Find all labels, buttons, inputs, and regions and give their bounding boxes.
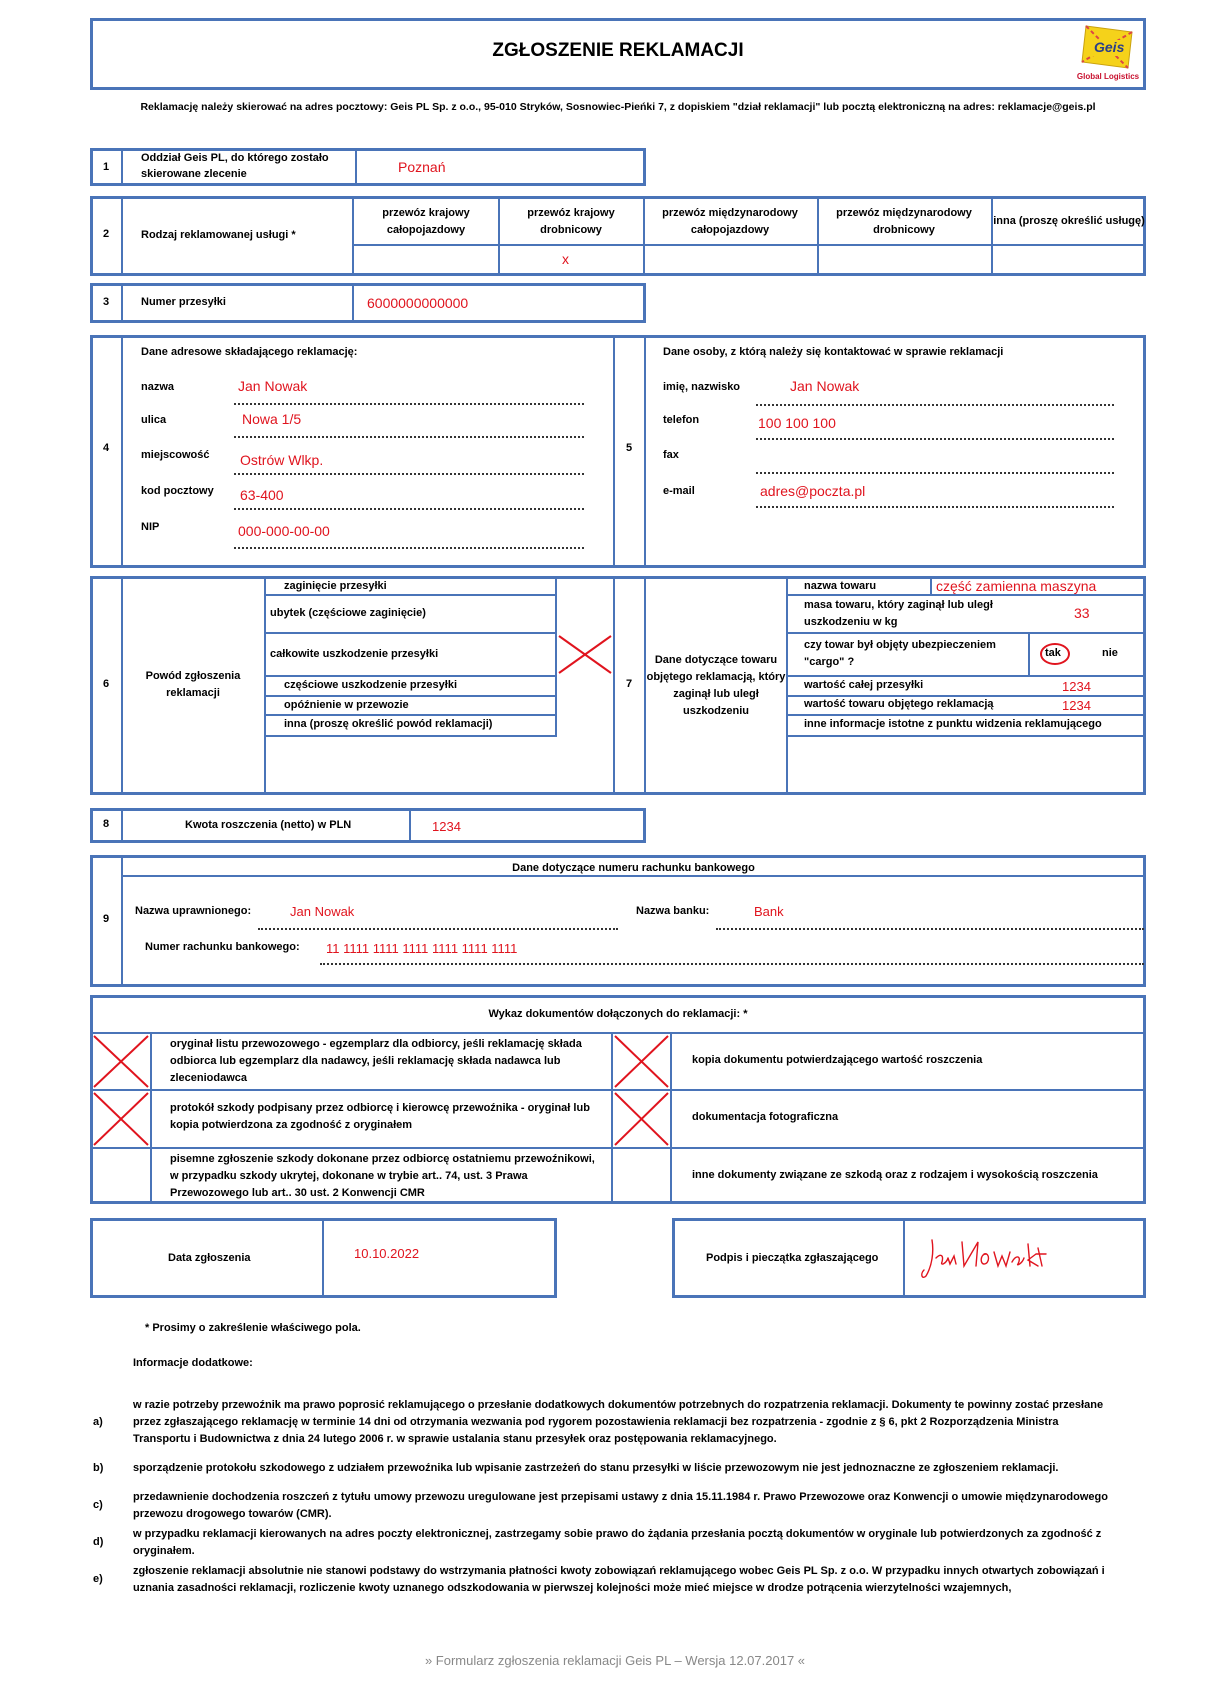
email-label: e-mail [663, 485, 695, 497]
reason-total-damage: całkowite uszkodzenie przesyłki [270, 648, 439, 660]
doc-hidden-damage-label: pisemne zgłoszenie szkody dokonane przez odbiorcę ostatniemu przewoźnikowi, w przypadku szkody ukrytej, dokonane w trybie art.. 74, ust. 3 Prawa Przewozowego lub art.. 30 ust. 2 Konwencji CMR [170, 1153, 595, 1199]
note-a-text: w razie potrzeby przewoźnik ma prawo poprosić reklamującego o przesłanie dodatkowych dokumentów potrzebnych do rozpatrzenia reklamacji. Dokumenty te powinny zostać przesłane przez zgłaszającego reklamację w terminie 14 dni od otrzymania wezwania pod rygorem pozostawienia reklamacji bez rozpatrzenia - zgodnie z § 6, pkt 2 Rozporządzenia Ministra Transportu i Budownictwa z dnia 24 lutego 2006 r. w sprawie ustalania stanu przesyłek oraz postępowania reklamacyjnego. [133, 1399, 1104, 1445]
city-label: miejscowość [141, 449, 210, 461]
handwritten-signature-icon [918, 1232, 1068, 1284]
signature-image[interactable] [918, 1232, 1068, 1284]
service-col-2: przewóz krajowy drobnicowy [527, 207, 615, 236]
bank-name-label: Nazwa banku: [636, 905, 710, 917]
cross-mark-icon [613, 1091, 670, 1147]
geis-logo [1072, 22, 1144, 86]
section-5-number: 5 [625, 442, 633, 454]
claim-amount-value[interactable]: 1234 [432, 819, 461, 834]
doc-waybill-label: oryginał listu przewozowego - egzemplarz dla odbiorcy, jeśli reklamację składa odbiorca lub egzemplarz dla nadawcy, jeśli reklamację składa nadawca lub zleceniodawca [170, 1038, 582, 1084]
applicant-address-title: Dane adresowe składającego reklamację: [141, 346, 358, 358]
bank-section-title: Dane dotyczące numeru rachunku bankowego [512, 862, 755, 874]
beneficiary-value[interactable]: Jan Nowak [290, 904, 355, 919]
street-value[interactable]: Nowa 1/5 [242, 411, 302, 427]
contact-person-title: Dane osoby, z którą należy się kontaktować w sprawie reklamacji [663, 346, 1004, 358]
reason-total-damage-checkbox[interactable] [557, 634, 613, 675]
reason-partial-loss: ubytek (częściowe zaginięcie) [270, 607, 426, 619]
note-d-letter: d) [93, 1536, 104, 1548]
service-col-4: przewóz międzynarodowy drobnicowy [836, 207, 972, 236]
service-type-label: Rodzaj reklamowanej usługi * [141, 229, 296, 241]
email-value[interactable]: adres@poczta.pl [760, 483, 866, 499]
section-1-number: 1 [102, 161, 110, 173]
note-b-letter: b) [93, 1462, 104, 1474]
note-a-letter: a) [93, 1416, 103, 1428]
bank-name-value[interactable]: Bank [754, 904, 784, 919]
account-number-value[interactable]: 11 1111 1111 1111 1111 1111 1111 [326, 941, 518, 956]
goods-mass-value[interactable]: 33 [1074, 605, 1090, 621]
service-col-3: przewóz międzynarodowy całopojazdowy [662, 207, 798, 236]
section-2-number: 2 [102, 228, 110, 240]
applicant-name-label: nazwa [141, 381, 175, 393]
account-number-label: Numer rachunku bankowego: [145, 941, 300, 953]
insured-yes-label: tak [1045, 647, 1061, 659]
section-4-number: 4 [102, 442, 110, 454]
reason-delay: opóźnienie w przewozie [284, 699, 409, 711]
service-col-1: przewóz krajowy całopojazdowy [382, 207, 470, 236]
cross-mark-icon [613, 1034, 670, 1089]
goods-name-value[interactable]: część zamienna maszyna [936, 578, 1097, 594]
doc-value-proof-label: kopia dokumentu potwierdzającego wartość roszczenia [692, 1054, 983, 1066]
logo-subtext: Global Logistics [1076, 72, 1140, 81]
note-b-text: sporządzenie protokołu szkodowego z udziałem przewoźnika lub wpisanie zastrzeżeń do stanu przesyłki w liście przewozowym nie jest jednoznaczne ze zgłoszeniem reklamacji. [133, 1462, 1059, 1474]
doc-value-proof-checkbox[interactable] [613, 1034, 670, 1089]
note-e-text: zgłoszenie reklamacji absolutnie nie stanowi podstawy do wstrzymania płatności kwoty zobowiązań reklamującego wobec Geis PL Sp. z o.o. W przypadku innych otwartych zobowiązań i uznania zasadności reklamacji, rozliczenie kwoty uznanego odszkodowania w pierwszej kolejności może mieć miejsce w drodze potrącenia wierzytelności wzajemnych, [133, 1565, 1105, 1594]
doc-other-label: inne dokumenty związane ze szkodą oraz z rodzajem i wysokością roszczenia [692, 1169, 1098, 1181]
other-info-label: inne informacje istotne z punktu widzenia reklamującego [804, 718, 1102, 730]
form-version: » Formularz zgłoszenia reklamacji Geis PL – Wersja 12.07.2017 « [424, 1653, 806, 1668]
insured-label: czy towar był objęty ubezpieczeniem "cargo" ? [804, 639, 996, 668]
claim-reason-label: Powód zgłoszenia reklamacji [145, 670, 241, 699]
phone-label: telefon [663, 414, 700, 426]
postal-code-label: kod pocztowy [141, 485, 214, 497]
doc-hidden-damage-checkbox[interactable] [92, 1149, 150, 1202]
doc-other-checkbox[interactable] [613, 1149, 670, 1202]
claim-amount-label: Kwota roszczenia (netto) w PLN [185, 819, 352, 831]
service-col-5: inna (proszę określić usługę) [993, 215, 1145, 227]
reason-other: inna (proszę określić powód reklamacji) [284, 718, 493, 730]
shipment-number-label: Numer przesyłki [141, 296, 226, 308]
signature-label: Podpis i pieczątka zgłaszającego [706, 1252, 879, 1264]
postal-code-value[interactable]: 63-400 [240, 487, 284, 503]
date-value[interactable]: 10.10.2022 [354, 1246, 420, 1261]
total-value-value[interactable]: 1234 [1062, 679, 1091, 694]
section-8-box [90, 808, 646, 843]
branch-value[interactable]: Poznań [398, 159, 446, 175]
doc-damage-report-label: protokół szkody podpisany przez odbiorcę i kierowcę przewoźnika - oryginał lub kopia potwierdzona za zgodność z oryginałem [170, 1102, 590, 1131]
documents-title: Wykaz dokumentów dołączonych do reklamacji: * [488, 1008, 748, 1020]
cross-mark-icon [92, 1091, 150, 1147]
total-value-label: wartość całej przesyłki [804, 679, 924, 691]
branch-label: Oddział Geis PL, do którego zostało skierowane zlecenie [141, 152, 329, 180]
claimed-value-value[interactable]: 1234 [1062, 698, 1091, 713]
additional-info-title: Informacje dodatkowe: [133, 1357, 253, 1369]
page-title: ZGŁOSZENIE REKLAMACJI [492, 40, 744, 61]
reason-partial-damage: częściowe uszkodzenie przesyłki [284, 679, 458, 691]
contact-name-label: imię, nazwisko [663, 381, 741, 393]
section-9-number: 9 [102, 913, 110, 925]
section-8-number: 8 [102, 818, 110, 830]
asterisk-note: * Prosimy o zakreślenie właściwego pola. [145, 1322, 361, 1334]
cross-mark-icon [557, 634, 613, 675]
reason-lost: zaginięcie przesyłki [284, 580, 387, 592]
section-3-number: 3 [102, 296, 110, 308]
doc-photos-checkbox[interactable] [613, 1091, 670, 1147]
nip-value[interactable]: 000-000-00-00 [238, 523, 330, 539]
city-value[interactable]: Ostrów Wlkp. [240, 452, 324, 468]
address-note: Reklamację należy skierować na adres pocztowy: Geis PL Sp. z o.o., 95-010 Stryków, Sosnowiec-Pieńki 7, z dopiskiem "dział reklamacji" lub pocztą elektroniczną na adres: reklamacje@geis.pl [140, 101, 1096, 113]
note-e-letter: e) [93, 1573, 103, 1585]
goods-data-label: Dane dotyczące towaru objętego reklamacją, który zaginął lub uległ uszkodzeniu [646, 654, 786, 717]
shipment-number-value[interactable]: 6000000000000 [367, 295, 469, 311]
date-label: Data zgłoszenia [168, 1252, 251, 1264]
insured-no-label[interactable]: nie [1102, 647, 1118, 659]
note-c-text: przedawnienie dochodzenia roszczeń z tytułu umowy przewozu uregulowane jest przepisami ustawy z dnia 15.11.1984 r. Prawo Przewozowe oraz Konwencji o umowie międzynarodowego przewozu drogowego towarów (CMR). [133, 1491, 1108, 1520]
doc-photos-label: dokumentacja fotograficzna [692, 1111, 839, 1123]
doc-waybill-checkbox[interactable] [92, 1034, 150, 1089]
nip-label: NIP [141, 521, 160, 533]
note-c-letter: c) [93, 1499, 103, 1511]
street-label: ulica [141, 414, 167, 426]
logo-text: Geis [1094, 39, 1125, 55]
claimed-value-label: wartość towaru objętego reklamacją [804, 698, 994, 710]
goods-name-label: nazwa towaru [804, 580, 877, 592]
beneficiary-label: Nazwa uprawnionego: [135, 905, 252, 917]
note-d-text: w przypadku reklamacji kierowanych na adres poczty elektronicznej, zastrzegamy sobie prawo do żądania przesłania pocztą dokumentów w oryginale lub potwierdzonych za zgodność z oryginałem. [133, 1528, 1102, 1557]
doc-damage-report-checkbox[interactable] [92, 1091, 150, 1147]
goods-mass-label: masa towaru, który zaginął lub uległ uszkodzeniu w kg [804, 599, 993, 628]
applicant-name-value[interactable]: Jan Nowak [238, 378, 308, 394]
section-7-number: 7 [625, 678, 633, 690]
section-6-number: 6 [102, 678, 110, 690]
phone-value[interactable]: 100 100 100 [758, 415, 836, 431]
fax-label: fax [663, 449, 679, 461]
cross-mark-icon [92, 1034, 150, 1089]
service-mark-2[interactable]: x [562, 251, 569, 267]
contact-name-value[interactable]: Jan Nowak [790, 378, 860, 394]
